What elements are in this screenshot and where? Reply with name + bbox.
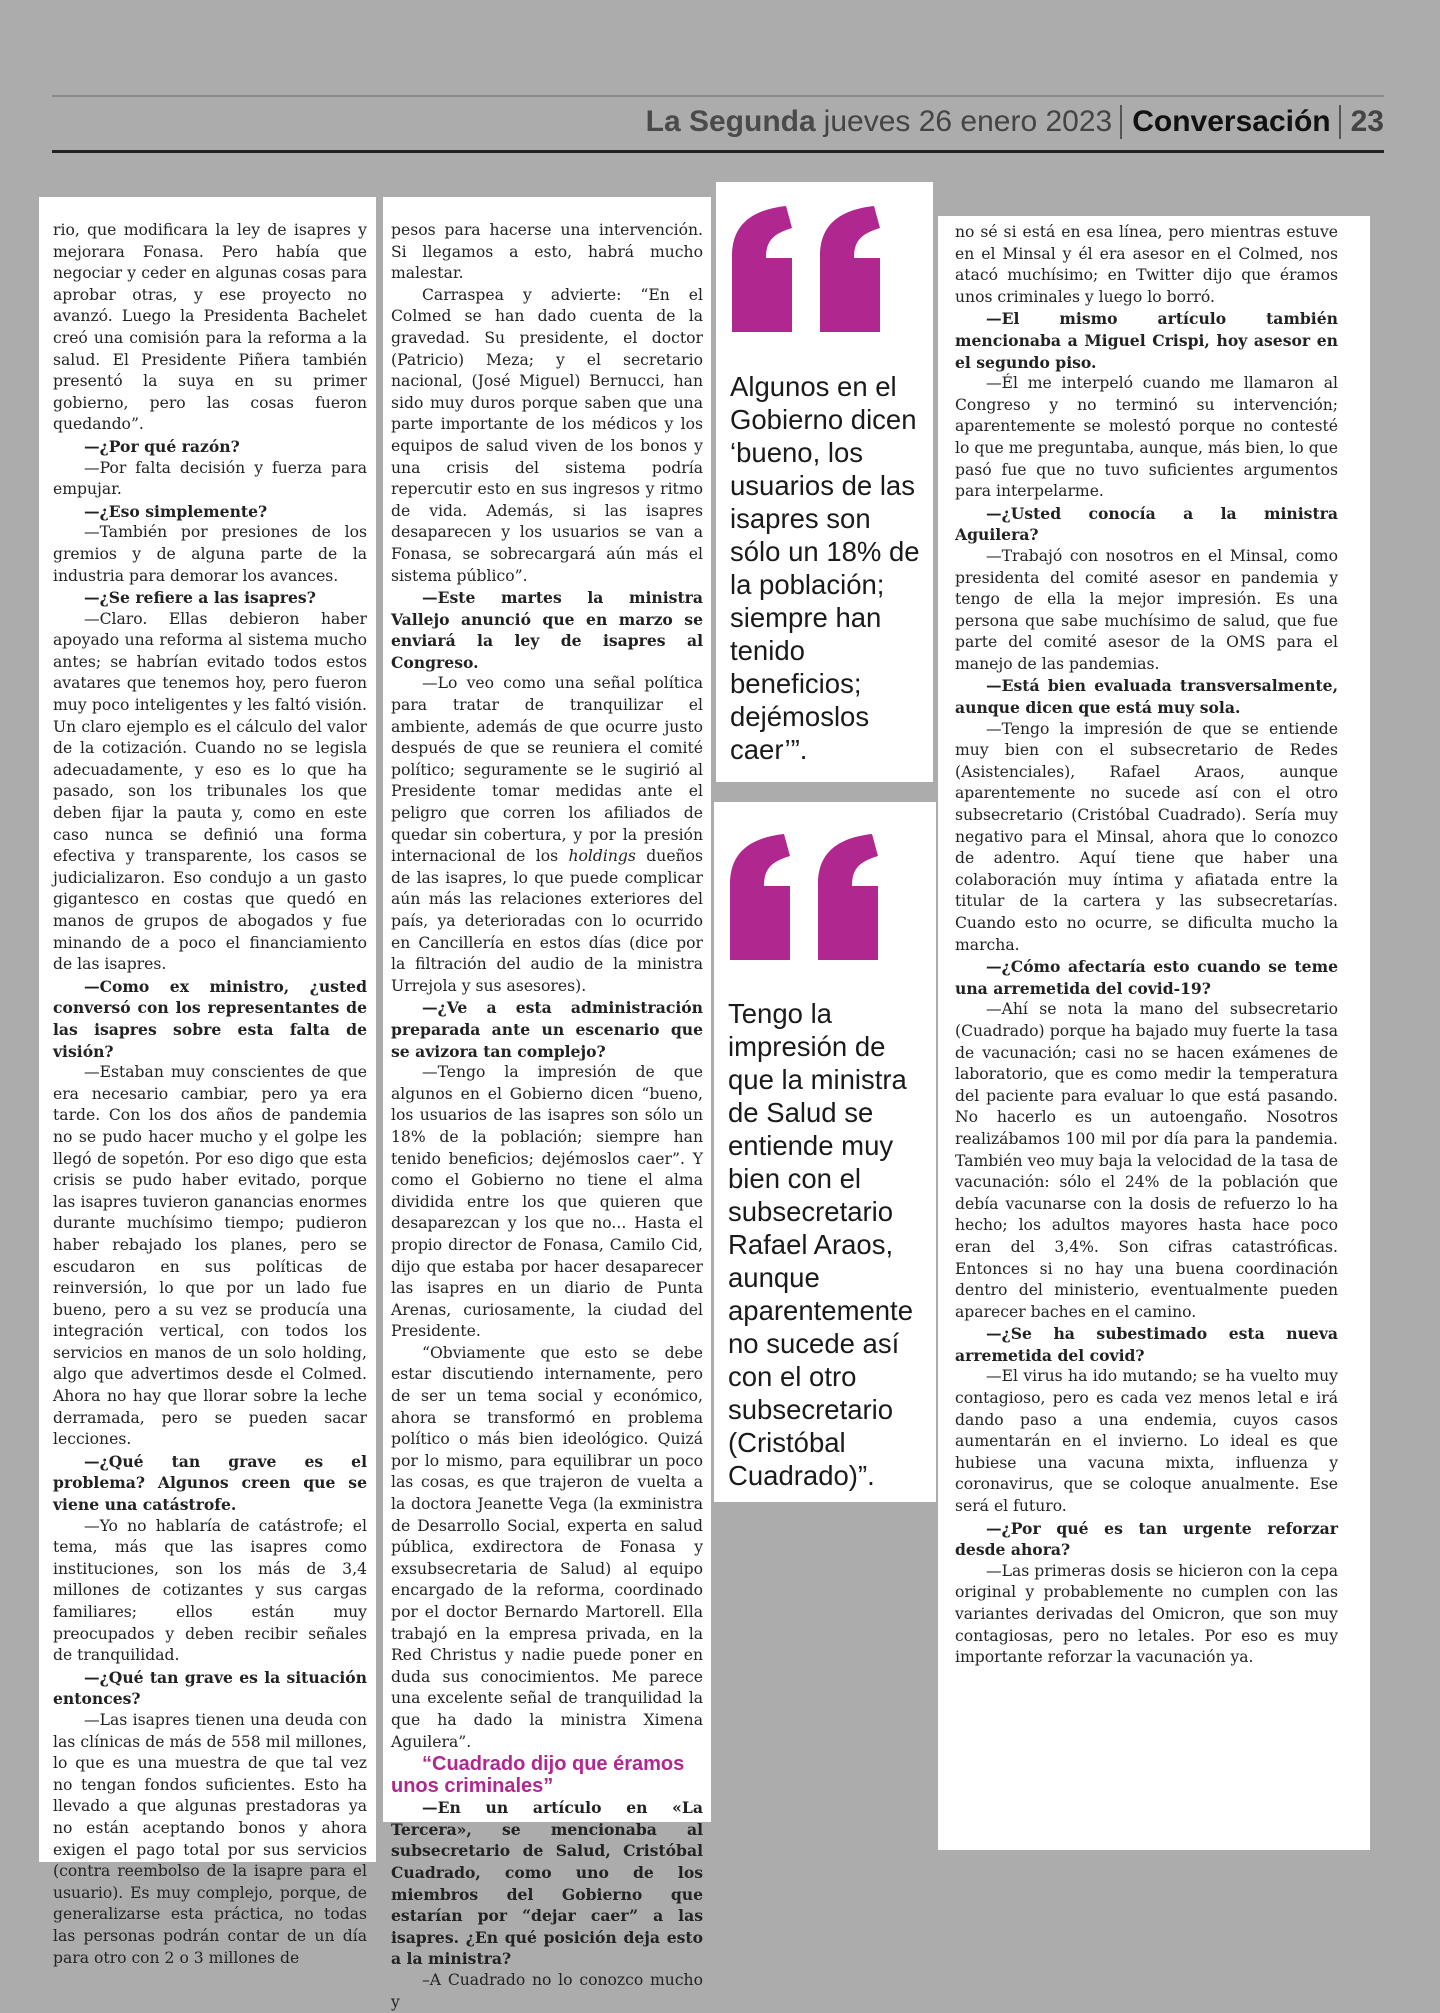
paragraph: pesos para hacerse una intervención. Si llegamos a esto, habrá mucho malestar. [391,221,703,283]
column-2-part-c [391,1797,703,2013]
article-column-2 [383,197,711,2011]
column-2-part-a [391,220,703,673]
masthead-divider [1339,105,1341,139]
paragraph-text: —Lo veo como una señal política para tratar de tranquilizar el ambiente, además de que ocurre justo después de que se reuniera el comité político; seguramente se le sugirió al Presidente tomar medidas ante el peligro que corren los afiliados de quedar sin cobertura, y por la presión internacional de los [391,674,703,866]
header-rule-top [52,95,1384,97]
interview-question: —¿Por qué razón? [84,436,240,456]
section-name: Conversación [1132,105,1331,138]
interview-question: —Como ex ministro, ¿usted conversó con los representantes de las isapres sobre esta falta de visión? [53,976,367,1061]
paragraph: —Tengo la impresión de que algunos en el Gobierno dicen “bueno, los usuarios de las isapres son sólo un 18% de la población; siempre han tenido beneficios; dejémoslos caer”. Y como el Gobierno no tiene el alma dividida entre los que quieren que desaparezcan y los que no... Hasta el propio director de Fonasa, Camilo Cid, dijo que estaba por hacer desaparecer las isapres en un diario de Punta Arenas, curiosamente, la ciudad del Presidente. [391,1063,703,1341]
paragraph: —Yo no hablaría de catástrofe; el tema, más que las isapres como instituciones, son los más de 3,4 millones de cotizantes y sus cargas familiares; ellos están muy preocupados y deben recibir señales de tranquilidad. [53,1516,367,1665]
column-1-text [53,220,367,1969]
pull-quote-box-1 [716,182,933,782]
interview-question: —¿Se refiere a las isapres? [84,588,316,608]
pull-quote-text: Algunos en el Gobierno dicen ‘bueno, los usuarios de las isapres son sólo un 18% de la población; siempre han tenido beneficios; dejémoslos caer’”. [730,371,920,765]
paragraph: –A Cuadrado no lo conozco mucho y [391,1970,703,2011]
interview-question: —¿Eso simplemente? [84,501,268,521]
column-2-part-b [391,997,703,1753]
paragraph: —Las isapres tienen una deuda con las clínicas de más de 558 mil millones, lo que es una muestra de que tal vez no tengan fondos suficientes. Esto ha llevado a que algunas prestadoras ya no están aceptando bonos y ahora exigen el pago total por sus servicios (contra reembolso de la isapre para el usuario). Es muy complejo, porque, de generalizarse esta práctica, no todas las personas podrán contar de un día para otro con 2 o 3 millones de [53,1710,367,1967]
paragraph: —Ahí se nota la mano del subsecretario (Cuadrado) porque ha bajado muy fuerte la tasa de vacunación; casi no se hacen exámenes de laboratorio, que es como medir la temperatura del paciente para evaluar lo que está pasando. No hacerlo es un autoengaño. Nosotros realizábamos 100 mil por día para la pandemia. También veo muy baja la velocidad de la tasa de vacunación: sólo el 24% de la población que debía vacunarse con la dosis de refuerzo lo ha hecho; los adultos mayores hasta hace poco eran del 3,4%. Son cifras catastróficas. Entonces si no hay una buena coordinación dentro del ministerio, eventualmente pueden aparecer baches en el camino. [955,1000,1338,1321]
paragraph: —Las primeras dosis se hicieron con la cepa original y probablemente no cumplen con las variantes derivadas del Omicron, que son muy contagiosas, pero no letales. Por eso es muy importante reforzar la vacunación ya. [955,1561,1338,1667]
interview-question: —En un artículo en «La Tercera», se mencionaba al subsecretario de Salud, Cristóbal Cuadrado, como uno de los miembros del Gobierno que estarían por “dejar caer” a las isapres. ¿En qué posición deja esto a la ministra? [391,1798,703,1969]
interview-question: —¿Qué tan grave es el problema? Algunos creen que se viene una catástrofe. [53,1451,367,1515]
header-rule-bottom [52,150,1384,153]
pull-quote-box-2 [714,802,936,1502]
section-subhead: “Cuadrado dijo que éramos unos criminales” [391,1753,685,1798]
paragraph: Carraspea y advierte: “En el Colmed se han dado cuenta de la gravedad. Su presidente, el doctor (Patricio) Meza; y el secretario nacional, (José Miguel) Bernucci, han sido muy duros porque saben que una parte importante de los médicos y los equipos de salud viven de los bonos y una crisis del sistema podría repercutir esto en sus ingresos y ritmo de vida. Además, si las isapres desaparecen y los usuarios se van a Fonasa, se sobrecargará aún más el sistema público”. [391,285,703,585]
paragraph: rio, que modificara la ley de isapres y mejorara Fonasa. Pero había que negociar y ceder en algunas cosas para aprobar otras, y ese proyecto no avanzó. Luego la Presidenta Bachelet creó una comisión para la reforma a la salud. El Presidente Piñera también presentó la suya en su primer gobierno, pero las cosas fueron quedando”. [53,221,367,434]
quote-mark-icon [726,832,886,962]
publication-name: La Segunda [645,105,816,138]
interview-question: —¿Qué tan grave es la situación entonces? [53,1667,367,1709]
masthead-divider [1120,105,1122,139]
paragraph: —El virus ha ido mutando; se ha vuelto muy contagioso, pero es cada vez menos letal e irá dando paso a una endemia, cuyos casos aumentarán en el invierno. Lo ideal es que hubiese una vacuna mixta, influenza y coronavirus, que se coloque anualmente. Ese será el futuro. [955,1367,1338,1516]
column-2-text [391,220,703,2013]
paragraph: —Tengo la impresión de que se entiende muy bien con el subsecretario de Redes (Asistenciales), Rafael Araos, aunque aparentemente no sucede así con el otro subsecretario (Cristóbal Cuadrado). Sería muy negativo para el Minsal, ahora que lo conozco de adentro. Aquí tiene que haber una colaboración muy íntima y afiatada entre la titular de la cartera y las subsecretarías. Cuando esto no ocurre, se dificulta mucho la marcha. [955,719,1338,954]
interview-question: —El mismo artículo también mencionaba a Miguel Crispi, hoy asesor en el segundo piso. [955,309,1338,372]
interview-question: —Este martes la ministra Vallejo anunció que en marzo se enviará la ley de isapres al Congreso. [391,588,703,672]
paragraph: —Por falta decisión y fuerza para empujar. [53,458,367,499]
interview-question: —¿Cómo afectaría esto cuando se teme una arremetida del covid-19? [955,957,1338,998]
paragraph: —Estaban muy conscientes de que era necesario cambiar, pero ya era tarde. Con los dos años de pandemia no se pudo hacer mucho y el golpe les llegó de sopetón. Por eso digo que esta crisis se pudo haber evitado, porque las isapres tuvieron ganancias enormes durante muchísimo tiempo; pudieron haber rebajado los planes, pero se escudaron en sus políticas de reinversión, lo que por un lado fue bueno, pero a su vez se producía una integración vertical, con todos los servicios en manos de un solo holding, algo que advertimos desde el Colmed. Ahora no hay que llorar sobre la leche derramada, pero se pueden sacar lecciones. [53,1063,367,1449]
interview-question: —¿Ve a esta administración preparada ante un escenario que se avizora tan complejo? [391,998,703,1061]
paragraph: no sé si está en esa línea, pero mientras estuve en el Minsal y él era asesor en el Colmed, nos atacó muchísimo; en Twitter dijo que éramos unos criminales y luego lo borró. [955,223,1338,306]
masthead [646,100,1384,144]
paragraph-text: dueños de las isapres, lo que puede complicar aún más las relaciones exteriores del país, ya deterioradas con lo ocurrido en Cancillería en estos días (dice por la filtración del audio de la ministra Urrejola y sus asesores). [391,847,703,995]
pull-quote-text: Tengo la impresión de que la ministra de Salud se entiende muy bien con el subsecretario Rafael Araos, aunque aparentemente no sucede así con el otro subsecretario (Cristóbal Cuadrado)”. [728,998,913,1491]
paragraph: —Trabajó con nosotros en el Minsal, como presidenta del comité asesor en pandemia y tengo de ella la mejor impresión. Es una persona que sabe muchísimo de salud, que fue parte del comité asesor de la OMS para el manejo de las pandemias. [955,546,1338,673]
interview-question: —¿Se ha subestimado esta nueva arremetida del covid? [955,1324,1338,1365]
interview-question: —¿Por qué es tan urgente reforzar desde ahora? [955,1518,1338,1560]
article-column-4 [938,216,1370,1850]
interview-question: —¿Usted conocía a la ministra Aguilera? [955,503,1338,545]
column-4-text [955,222,1338,1669]
paragraph: “Obviamente que esto se debe estar discutiendo internamente, pero de ser un tema social y económico, ahora se transformó en problema político o más bien ideológico. Quizá por lo mismo, para equilibrar un poco las cosas, es que trajeron de vuelta a la doctora Jeanette Vega (la exministra de Desarrollo Social, experta en salud pública, exdirectora de Fonasa y exsubsecretaria de Salud) al equipo encargado de la reforma, coordinado por el doctor Bernardo Martorell. Ella trabajó en la empresa privada, en la Red Christus y nadie puede poner en duda sus conocimientos. Me parece una excelente señal de tranquilidad la que ha dado la ministra Ximena Aguilera”. [391,1343,703,1751]
paragraph [391,673,703,997]
interview-question: —Está bien evaluada transversalmente, aunque dicen que está muy sola. [955,676,1338,718]
paragraph: —Él me interpeló cuando me llamaron al Congreso y no terminó su intervención; aparentemente se molestó porque no contesté lo que me preguntaba, aunque, más bien, lo que pasó fue que no tuvo suficientes argumentos para interpelarme. [955,374,1338,501]
page-number: 23 [1350,105,1384,138]
issue-date: jueves 26 enero 2023 [823,105,1113,138]
article-column-1 [39,197,376,1967]
paragraph: —Claro. Ellas debieron haber apoyado una reforma al sistema mucho antes; se habrían evitado todos estos avatares que tenemos hoy, pero fueron muy poco inteligentes y les faltó visión. Un claro ejemplo es el cálculo del valor de la cotización. Cuando no se legisla adecuadamente, y eso es lo que ha pasado, son los tribunales los que deben fijar la pauta y, como en este caso nunca se definió una forma efectiva y transparente, los casos se judicializaron. Eso condujo a un gasto gigantesco en costas que quedó en manos de grupos de abogados y fue minando de a poco el financiamiento de las isapres. [53,609,367,974]
paragraph: —También por presiones de los gremios y de alguna parte de la industria para demorar los avances. [53,523,367,585]
quote-mark-icon [728,204,888,334]
italic-word: holdings [568,847,636,866]
